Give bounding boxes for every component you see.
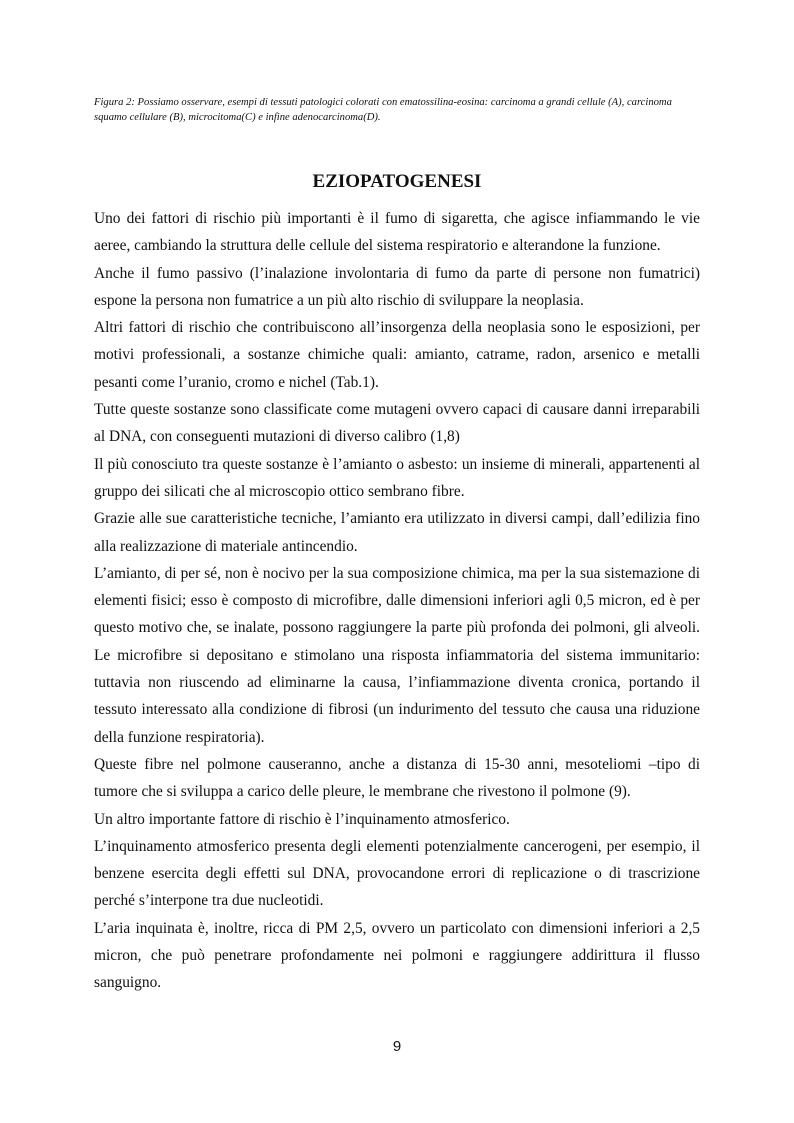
page-number: 9 bbox=[392, 1038, 402, 1055]
paragraph: L’amianto, di per sé, non è nocivo per la sua composizione chimica, ma per la sua sistemazione di elementi fisici; esso è composto di microfibre, dalle dimensioni inferiori agli 0,5 micron, ed è per questo motivo che, se inalate, possono raggiungere la parte più profonda dei polmoni, gli alveoli. Le microfibre si depositano e stimolano una risposta infiammatoria del sistema immunitario: tuttavia non riuscendo ad eliminarne la causa, l’infiammazione diventa cronica, portando il tessuto interessato alla condizione di fibrosi (un indurimento del tessuto che causa una riduzione della funzione respiratoria). bbox=[94, 564, 700, 746]
paragraph: Grazie alle sue caratteristiche tecniche, l’amianto era utilizzato in diversi campi, dall’edilizia fino alla realizzazione di materiale antincendio. bbox=[94, 510, 700, 555]
paragraph: L’inquinamento atmosferico presenta degli elementi potenzialmente cancerogeni, per esempio, il benzene esercita degli effetti sul DNA, provocandone errori di replicazione o di trascrizione perché s’interpone tra due nucleotidi. bbox=[94, 837, 700, 910]
paragraph: Uno dei fattori di rischio più importanti è il fumo di sigaretta, che agisce infiammando le vie aeree, cambiando la struttura delle cellule del sistema respiratorio e alterandone la funzione. bbox=[94, 210, 700, 255]
paragraph: Un altro importante fattore di rischio è l’inquinamento atmosferico. bbox=[94, 810, 510, 828]
body-text bbox=[94, 205, 700, 997]
section-heading: EZIOPATOGENESI bbox=[312, 171, 482, 192]
paragraph: Il più conosciuto tra queste sostanze è l’amianto o asbesto: un insieme di minerali, appartenenti al gruppo dei silicati che al microscopio ottico sembrano fibre. bbox=[94, 455, 700, 500]
paragraph: Anche il fumo passivo (l’inalazione involontaria di fumo da parte di persone non fumatrici) espone la persona non fumatrice a un più alto rischio di sviluppare la neoplasia. bbox=[94, 264, 700, 309]
paragraph: Queste fibre nel polmone causeranno, anche a distanza di 15-30 anni, mesoteliomi –tipo di tumore che si sviluppa a carico delle pleure, le membrane che rivestono il polmone (9). bbox=[94, 755, 700, 801]
paragraph: Tutte queste sostanze sono classificate come mutageni ovvero capaci di causare danni irreparabili al DNA, con conseguenti mutazioni di diverso calibro (1,8) bbox=[94, 401, 700, 446]
paragraph: Altri fattori di rischio che contribuiscono all’insorgenza della neoplasia sono le esposizioni, per motivi professionali, a sostanze chimiche quali: amianto, catrame, radon, arsenico e metalli pesanti come l’uranio, cromo e nichel (Tab.1). bbox=[94, 319, 700, 391]
paragraph: L’aria inquinata è, inoltre, ricca di PM 2,5, ovvero un particolato con dimensioni inferiori a 2,5 micron, che può penetrare profondamente nei polmoni e raggiungere addirittura il flusso sanguigno. bbox=[94, 919, 700, 992]
figure-caption: Figura 2: Possiamo osservare, esempi di tessuti patologici colorati con ematossilina-eosina: carcinoma a grandi cellule (A), carcinoma squamo cellulare (B), microcitoma(C) e infine adenocarcinoma(D). bbox=[94, 97, 672, 123]
